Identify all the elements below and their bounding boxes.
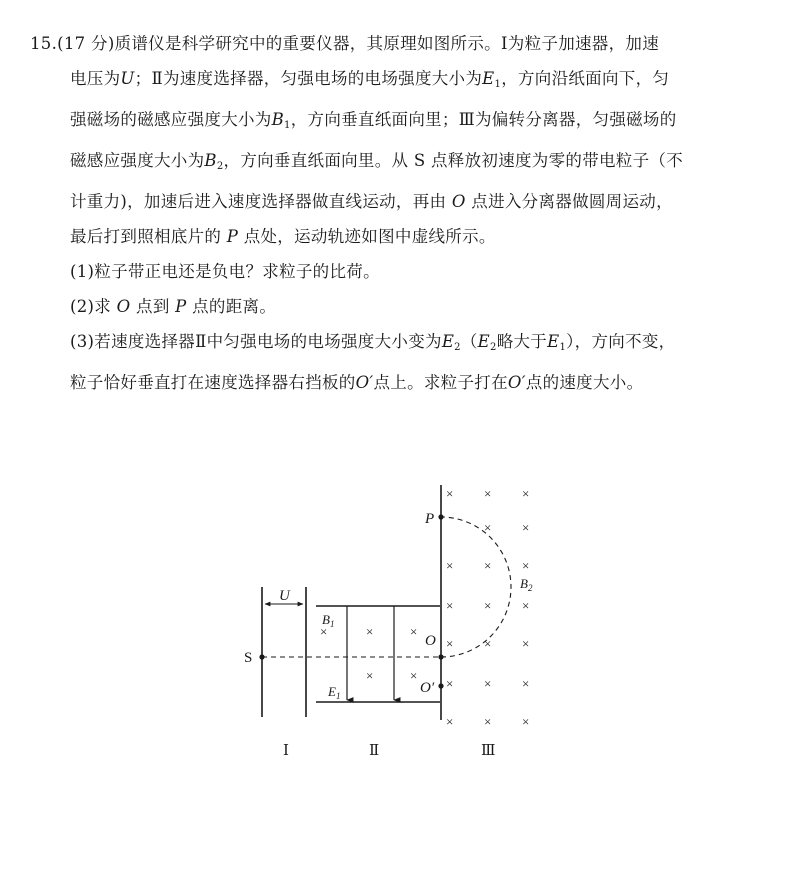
q3-var-e1: E (547, 332, 560, 351)
var-o: O (451, 192, 466, 211)
text-selector: 为速度选择器，匀强电场的电场强度大小为 (162, 69, 483, 88)
q1-num: (1) (70, 262, 95, 281)
q3-num: (3) (70, 332, 95, 351)
q3-var-e2: E (441, 332, 455, 351)
sep-mark: × (446, 486, 454, 501)
label-o-prime: O′ (420, 680, 435, 696)
sep-mark: × (484, 558, 492, 573)
label-b1: $B_1$ (322, 612, 335, 629)
sep-mark: × (446, 558, 454, 573)
q2-var-o: O (116, 297, 131, 316)
field-mark-4: × (366, 668, 374, 683)
line10a: 粒子恰好垂直打在速度选择器右挡板的 (70, 373, 356, 392)
line5b: 点进入分离器做圆周运动， (471, 192, 673, 211)
sep-mark: × (522, 714, 530, 729)
sep-mark: × (522, 636, 530, 651)
q3b: 中匀强电场的电场强度大小变为 (206, 332, 442, 351)
q3-sub-e2b: 2 (490, 342, 497, 353)
var-b1: B (271, 110, 285, 129)
q2-num: (2) (70, 297, 95, 316)
problem-number: 15. (30, 34, 58, 53)
line6a: 最后打到照相底片的 (70, 227, 222, 246)
sub-b2: 2 (216, 161, 224, 172)
line10-var-oprime: O′ (355, 373, 374, 392)
sep-mark: × (484, 714, 492, 729)
q2c: 点的距离。 (192, 297, 277, 316)
text-field-mag2: 磁感应强度大小为 (70, 151, 205, 170)
sep-mark: × (446, 714, 454, 729)
label-o: O (425, 633, 436, 649)
q2-var-p: P (175, 297, 187, 316)
line10-var-oprime-2: O′ (507, 373, 526, 392)
var-e1: E (482, 69, 495, 88)
q3a: 若速度选择器 (94, 332, 196, 351)
field-mark-5: × (410, 668, 418, 683)
roman-2: Ⅱ (151, 69, 163, 88)
sub-e1: 1 (494, 79, 502, 90)
q3-sub-e2: 2 (454, 342, 461, 353)
sep-mark: × (522, 486, 530, 501)
sep-mark: × (446, 676, 454, 691)
line5: 计重力)，加速后进入速度选择器做直线运动，再由 (70, 192, 447, 211)
var-u: U (120, 69, 135, 88)
sep-mark: × (522, 520, 530, 535)
point-p (438, 514, 443, 519)
semicolon: ； (134, 69, 152, 88)
point-o-prime (438, 683, 443, 688)
sep-mark: × (522, 558, 530, 573)
sep-mark: × (484, 598, 492, 613)
region-label-1: Ⅰ (283, 743, 289, 759)
text-field-mag1: 强磁场的磁感应强度大小为 (70, 110, 272, 129)
sep-mark: × (522, 598, 530, 613)
sep-mark: × (446, 636, 454, 651)
q3c: （ (460, 332, 478, 351)
roman-3: Ⅲ (458, 110, 475, 129)
sep-mark: × (484, 520, 492, 535)
q1-text: 粒子带正电还是负电？求粒子的比荷。 (94, 262, 380, 281)
field-mark-2: × (366, 624, 374, 639)
region-label-2: Ⅱ (369, 743, 380, 759)
text-accelerator: 为粒子加速器，加速 (507, 34, 659, 53)
roman-1: Ⅰ (500, 34, 508, 53)
sub-b1: 1 (284, 120, 291, 131)
q2b: 点到 (136, 297, 170, 316)
var-b2: B (204, 151, 217, 170)
var-p: P (226, 227, 239, 246)
line6b: 点处，运动轨迹如图中虚线所示。 (243, 227, 496, 246)
sep-mark: × (484, 486, 492, 501)
region-label-3: Ⅲ (481, 743, 496, 759)
field-mark-3: × (410, 624, 418, 639)
q2a: 求 (94, 297, 112, 316)
sep-mark: × (484, 636, 492, 651)
sep-mark: × (446, 598, 454, 613)
label-e1: $E_1$ (328, 684, 341, 701)
line10c: 点的速度大小。 (525, 373, 644, 392)
q3-sub-e1: 1 (559, 342, 567, 353)
text-separator: 为偏转分离器，匀强磁场的 (474, 110, 677, 129)
field-mark-1: × (320, 624, 328, 639)
intro: 质谱仪是科学研究中的重要仪器，其原理如图所示。 (114, 34, 501, 53)
sep-mark: × (484, 676, 492, 691)
q3-var-e2b: E (477, 332, 491, 351)
line10b: 点上。求粒子打在 (373, 373, 508, 392)
text-dir-down: ，方向沿纸面向下，匀 (501, 69, 670, 88)
q3-roman-2: Ⅱ (195, 332, 207, 351)
label-p: P (425, 511, 435, 527)
q3e: ），方向不变， (566, 332, 676, 351)
label-u: U (279, 588, 290, 604)
q3d: 略大于 (496, 332, 548, 351)
sep-mark: × (522, 676, 530, 691)
separator-field-grid (446, 486, 529, 729)
text-dir-in2: ，方向垂直纸面向里。从 S 点释放初速度为零的带电粒子（不 (223, 151, 684, 170)
point-o (438, 654, 443, 659)
label-b2: $B_2$ (520, 576, 533, 593)
text-voltage: 电压为 (70, 69, 121, 88)
text-dir-in1: ，方向垂直纸面向里； (290, 110, 459, 129)
score: (17 分) (57, 34, 115, 53)
label-s: S (244, 650, 253, 666)
